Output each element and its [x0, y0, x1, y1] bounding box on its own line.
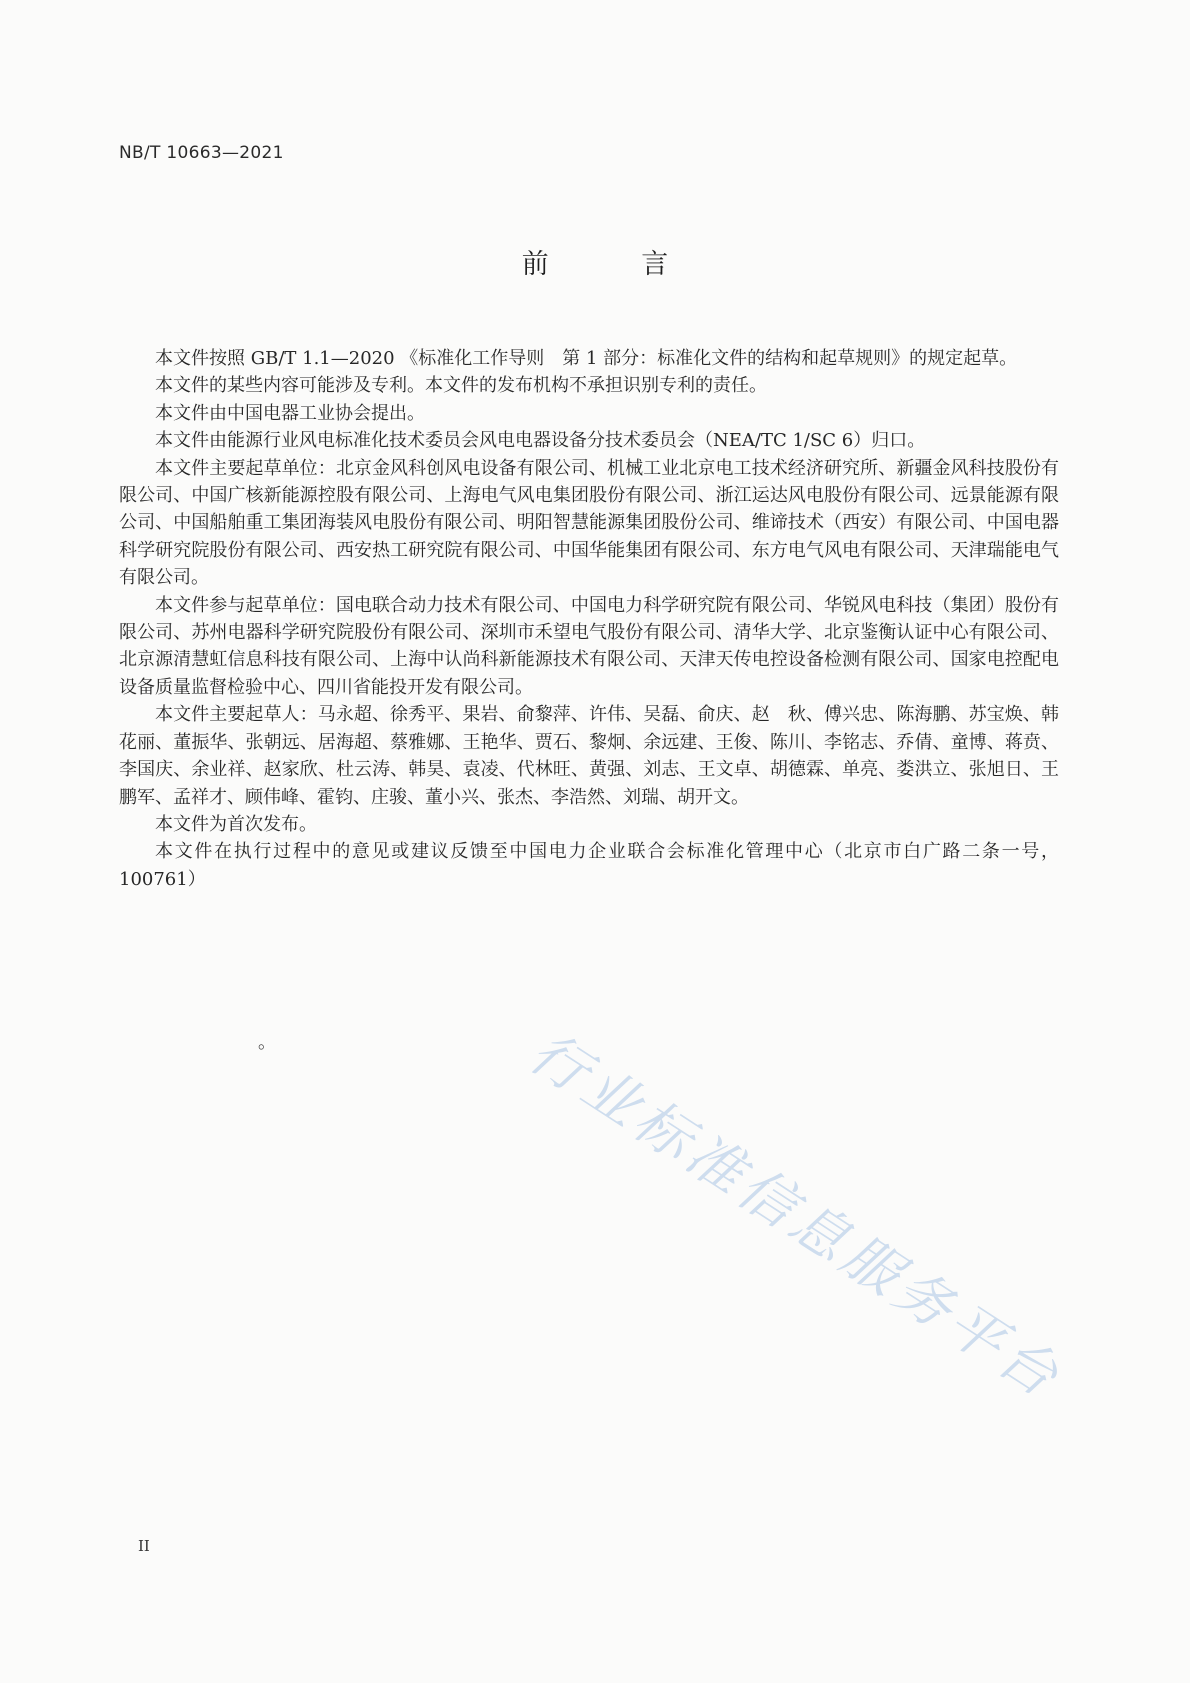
paragraph-participating-units: 本文件参与起草单位：国电联合动力技术有限公司、中国电力科学研究院有限公司、华锐风电科技（集团）股份有限公司、苏州电器科学研究院股份有限公司、深圳市禾望电气股份有限公司、清华大学、北京鉴衡认证中心有限公司、北京源清慧虹信息科技有限公司、上海中认尚科新能源技术有限公司、天津天传电控设备检测有限公司、国家电控配电设备质量监督检验中心、四川省能投开发有限公司。 — [119, 594, 1059, 698]
document-code: NB/T 10663—2021 — [119, 143, 284, 163]
paragraph-committee: 本文件由能源行业风电标准化技术委员会风电电器设备分技术委员会（NEA/TC 1/SC 6）归口。 — [155, 430, 926, 452]
paragraph-first-release: 本文件为首次发布。 — [155, 813, 317, 835]
paragraph-proposer: 本文件由中国电器工业协会提出。 — [155, 402, 425, 424]
stray-period: 。 — [258, 1032, 276, 1053]
page-number: II — [138, 1537, 150, 1555]
preface-title: 前 言 — [521, 249, 711, 280]
paragraph-main-drafters: 本文件主要起草人：马永超、徐秀平、果岩、俞黎萍、许伟、吴磊、俞庆、赵 秋、傅兴忠、陈海鹏、苏宝焕、韩花丽、董振华、张朝远、居海超、蔡雅娜、王艳华、贾石、黎炯、余远建、王俊、陈川、李铭志、乔倩、童博、蒋贲、李国庆、余业祥、赵家欣、杜云涛、韩昊、袁凌、代林旺、黄强、刘志、王文卓、胡德霖、单亮、娄洪立、张旭日、王鹏军、孟祥才、顾伟峰、霍钧、庄骏、董小兴、张杰、李浩然、刘瑞、胡开文。 — [119, 704, 1059, 808]
paragraph-main-drafting-units: 本文件主要起草单位：北京金风科创风电设备有限公司、机械工业北京电工技术经济研究所、新疆金风科技股份有限公司、中国广核新能源控股有限公司、上海电气风电集团股份有限公司、浙江运达风电股份有限公司、远景能源有限公司、中国船舶重工集团海装风电股份有限公司、明阳智慧能源集团股份公司、维谛技术（西安）有限公司、中国电器科学研究院股份有限公司、西安热工研究院有限公司、中国华能集团有限公司、东方电气风电有限公司、天津瑞能电气有限公司。 — [119, 457, 1059, 589]
watermark: 行业标准信息服务平台 — [518, 1020, 1074, 1413]
paragraph-drafting-rules: 本文件按照 GB/T 1.1—2020 《标准化工作导则 第 1 部分：标准化文件的结构和起草规则》的规定起草。 — [155, 348, 1018, 369]
paragraph-feedback: 本文件在执行过程中的意见或建议反馈至中国电力企业联合会标准化管理中心（北京市白广路二条一号，100761） — [119, 841, 1059, 890]
paragraph-patent-notice: 本文件的某些内容可能涉及专利。本文件的发布机构不承担识别专利的责任。 — [155, 375, 767, 397]
preface-body — [119, 345, 1059, 893]
